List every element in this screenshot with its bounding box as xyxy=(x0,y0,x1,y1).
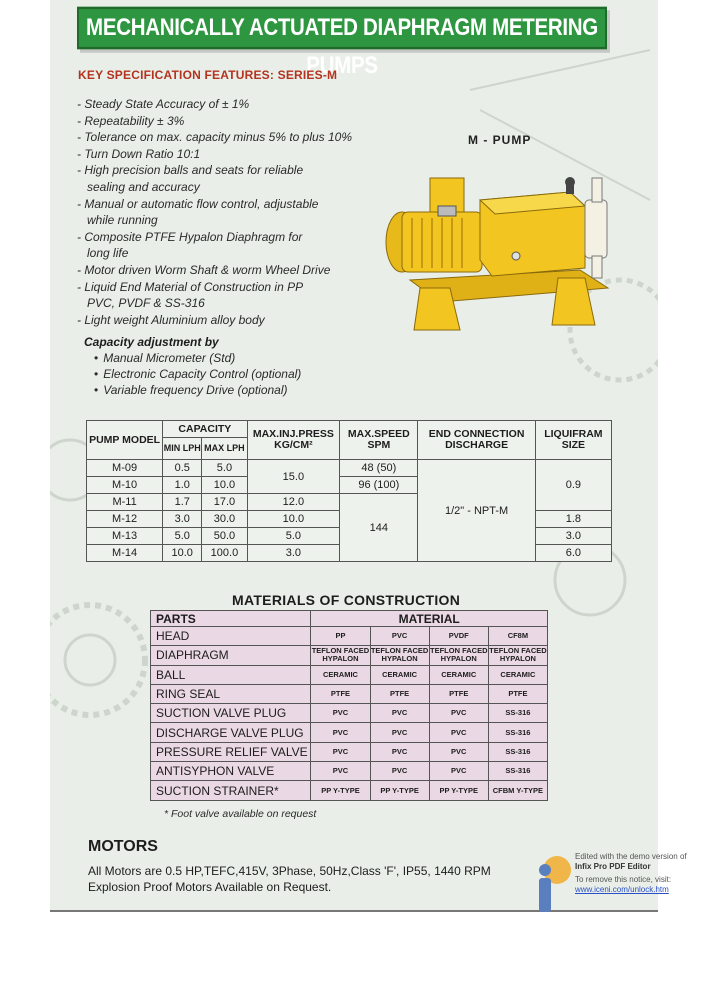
feature-item: - Tolerance on max. capacity minus 5% to plus 10% xyxy=(77,130,353,145)
material-cell: CERAMIC xyxy=(429,665,488,684)
capacity-adjustment-list xyxy=(94,350,301,398)
material-cell: CFBM Y-TYPE xyxy=(488,781,547,800)
feature-item: - Liquid End Material of Construction in PP xyxy=(77,279,304,294)
material-cell: PVC xyxy=(311,704,370,723)
table-cell-speed: 96 (100) xyxy=(340,477,418,494)
material-cell: CERAMIC xyxy=(370,665,429,684)
material-cell: PTFE xyxy=(429,684,488,703)
material-cell: PP Y-TYPE xyxy=(311,781,370,800)
pump-spec-table xyxy=(86,420,612,562)
table-cell-model: M-09 xyxy=(87,460,163,477)
material-cell: PVC xyxy=(370,627,429,646)
table-cell-max: 30.0 xyxy=(202,511,247,528)
feature-item: - Repeatability ± 3% xyxy=(77,113,185,128)
table-cell-liquifram: 3.0 xyxy=(535,528,611,545)
material-cell: PVC xyxy=(429,704,488,723)
material-cell: PVC xyxy=(429,742,488,761)
feature-item: - Steady State Accuracy of ± 1% xyxy=(77,97,250,111)
table-row xyxy=(151,704,548,723)
table-cell-speed: 144 xyxy=(340,494,418,562)
watermark-link[interactable]: www.iceni.com/unlock.htm xyxy=(575,885,669,894)
materials-table xyxy=(150,610,548,801)
material-cell: PVC xyxy=(370,723,429,742)
table-cell-liquifram: 1.8 xyxy=(535,511,611,528)
capacity-option-item: • Manual Micrometer (Std) xyxy=(94,350,301,366)
table-row xyxy=(151,742,548,761)
table-row xyxy=(151,646,548,665)
capacity-option-item: • Variable frequency Drive (optional) xyxy=(94,382,301,398)
feature-item: - High precision balls and seats for reliable xyxy=(77,163,304,178)
table-row xyxy=(151,627,548,646)
table-cell-model: M-11 xyxy=(87,494,163,511)
material-cell: SS-316 xyxy=(488,762,547,781)
header-liquifram-size: LIQUIFRAM SIZE xyxy=(535,421,611,460)
material-cell: SS-316 xyxy=(488,723,547,742)
table-cell-press: 5.0 xyxy=(247,528,340,545)
feature-item: - Light weight Aluminium alloy body xyxy=(77,312,265,327)
header-max-lph: MAX LPH xyxy=(202,438,247,460)
capacity-adjustment-title: Capacity adjustment by xyxy=(84,335,219,349)
header-pump-model: PUMP MODEL xyxy=(87,421,163,460)
editor-watermark xyxy=(575,852,703,895)
material-cell: TEFLON FACED HYPALON xyxy=(429,646,488,664)
feature-item: while running xyxy=(87,213,158,228)
feature-item: - Manual or automatic flow control, adjustable xyxy=(77,196,319,211)
material-cell: PVC xyxy=(370,762,429,781)
table-cell-speed: 48 (50) xyxy=(340,460,418,477)
header-parts: PARTS xyxy=(151,611,311,627)
table-cell-max: 5.0 xyxy=(202,460,247,477)
header-capacity: CAPACITY xyxy=(163,421,247,438)
watermark-line: Edited with the demo version of xyxy=(575,852,687,861)
table-row xyxy=(151,762,548,781)
material-cell: PVC xyxy=(370,704,429,723)
table-cell-liquifram: 6.0 xyxy=(535,545,611,562)
watermark-brand: Infix Pro PDF Editor xyxy=(575,862,651,871)
material-part-name: SUCTION VALVE PLUG xyxy=(151,704,311,723)
table-cell-min: 0.5 xyxy=(163,460,202,477)
table-row xyxy=(151,684,548,703)
header-max-speed: MAX.SPEED SPM xyxy=(340,421,418,460)
material-cell: PVC xyxy=(311,742,370,761)
material-part-name: PRESSURE RELIEF VALVE xyxy=(151,742,311,761)
material-cell: PP Y-TYPE xyxy=(370,781,429,800)
capacity-option-item: • Electronic Capacity Control (optional) xyxy=(94,366,301,382)
table-row xyxy=(151,723,548,742)
foot-valve-note: * Foot valve available on request xyxy=(164,808,317,820)
material-cell: PP xyxy=(311,627,370,646)
feature-item: sealing and accuracy xyxy=(87,179,200,194)
material-cell: PVC xyxy=(429,723,488,742)
material-cell: SS-316 xyxy=(488,742,547,761)
material-cell: PVC xyxy=(311,762,370,781)
table-cell-press: 3.0 xyxy=(247,545,340,562)
infix-logo-icon xyxy=(531,852,575,914)
material-cell: PVDF xyxy=(429,627,488,646)
material-cell: SS-316 xyxy=(488,704,547,723)
feature-list xyxy=(77,96,377,328)
material-cell: PTFE xyxy=(311,684,370,703)
material-cell: PTFE xyxy=(488,684,547,703)
table-cell-model: M-13 xyxy=(87,528,163,545)
feature-item: long life xyxy=(87,246,129,261)
table-cell-max: 17.0 xyxy=(202,494,247,511)
table-cell-min: 5.0 xyxy=(163,528,202,545)
table-row xyxy=(151,665,548,684)
material-part-name: ANTISYPHON VALVE xyxy=(151,762,311,781)
watermark-line: To remove this notice, visit: xyxy=(575,875,672,884)
material-part-name: RING SEAL xyxy=(151,684,311,703)
table-cell-model: M-14 xyxy=(87,545,163,562)
material-cell: PVC xyxy=(311,723,370,742)
material-cell: TEFLON FACED HYPALON xyxy=(311,646,370,664)
table-cell-liquifram: 0.9 xyxy=(535,460,611,511)
table-cell-min: 10.0 xyxy=(163,545,202,562)
table-cell-press: 10.0 xyxy=(247,511,340,528)
table-row xyxy=(151,781,548,800)
table-cell-min: 3.0 xyxy=(163,511,202,528)
table-cell-max: 100.0 xyxy=(202,545,247,562)
table-cell-press: 15.0 xyxy=(247,460,340,494)
material-cell: CERAMIC xyxy=(488,665,547,684)
material-part-name: SUCTION STRAINER* xyxy=(151,781,311,800)
material-cell: PTFE xyxy=(370,684,429,703)
table-cell-min: 1.0 xyxy=(163,477,202,494)
material-cell: PVC xyxy=(429,762,488,781)
page-title-banner: MECHANICALLY ACTUATED DIAPHRAGM METERING PUMPS xyxy=(77,7,607,49)
feature-item: - Composite PTFE Hypalon Diaphragm for xyxy=(77,229,303,244)
key-spec-heading: KEY SPECIFICATION FEATURES: SERIES-M xyxy=(78,68,338,82)
pump-label: M - PUMP xyxy=(468,133,532,147)
material-cell: TEFLON FACED HYPALON xyxy=(489,646,547,664)
table-cell-model: M-10 xyxy=(87,477,163,494)
material-part-name: HEAD xyxy=(151,627,311,646)
table-cell-model: M-12 xyxy=(87,511,163,528)
table-cell-end-connection: 1/2" - NPT-M xyxy=(418,460,535,562)
material-cell: TEFLON FACED HYPALON xyxy=(370,646,429,664)
material-part-name: DISCHARGE VALVE PLUG xyxy=(151,723,311,742)
material-cell: PP Y-TYPE xyxy=(429,781,488,800)
feature-item: - Motor driven Worm Shaft & worm Wheel Drive xyxy=(77,262,331,277)
header-material: MATERIAL xyxy=(311,611,548,627)
motors-explosion-proof-line: Explosion Proof Motors Available on Request. xyxy=(88,880,332,894)
material-part-name: DIAPHRAGM xyxy=(151,646,311,665)
material-cell: CF8M xyxy=(488,627,547,646)
material-cell: PVC xyxy=(370,742,429,761)
table-cell-press: 12.0 xyxy=(247,494,340,511)
header-max-inj-press: MAX.INJ.PRESS KG/CM² xyxy=(247,421,340,460)
m-pump-photo xyxy=(380,160,620,338)
header-end-connection: END CONNECTION DISCHARGE xyxy=(418,421,535,460)
feature-item: PVC, PVDF & SS-316 xyxy=(87,296,205,311)
materials-title: MATERIALS OF CONSTRUCTION xyxy=(232,592,461,608)
table-cell-min: 1.7 xyxy=(163,494,202,511)
material-part-name: BALL xyxy=(151,665,311,684)
header-min-lph: MIN LPH xyxy=(163,438,202,460)
table-cell-max: 10.0 xyxy=(202,477,247,494)
motors-title: MOTORS xyxy=(88,838,158,855)
motors-spec-line: All Motors are 0.5 HP,TEFC,415V, 3Phase, 50Hz,Class 'F', IP55, 1440 RPM xyxy=(88,864,491,878)
feature-item: - Turn Down Ratio 10:1 xyxy=(77,146,201,161)
table-cell-max: 50.0 xyxy=(202,528,247,545)
material-cell: CERAMIC xyxy=(311,665,370,684)
